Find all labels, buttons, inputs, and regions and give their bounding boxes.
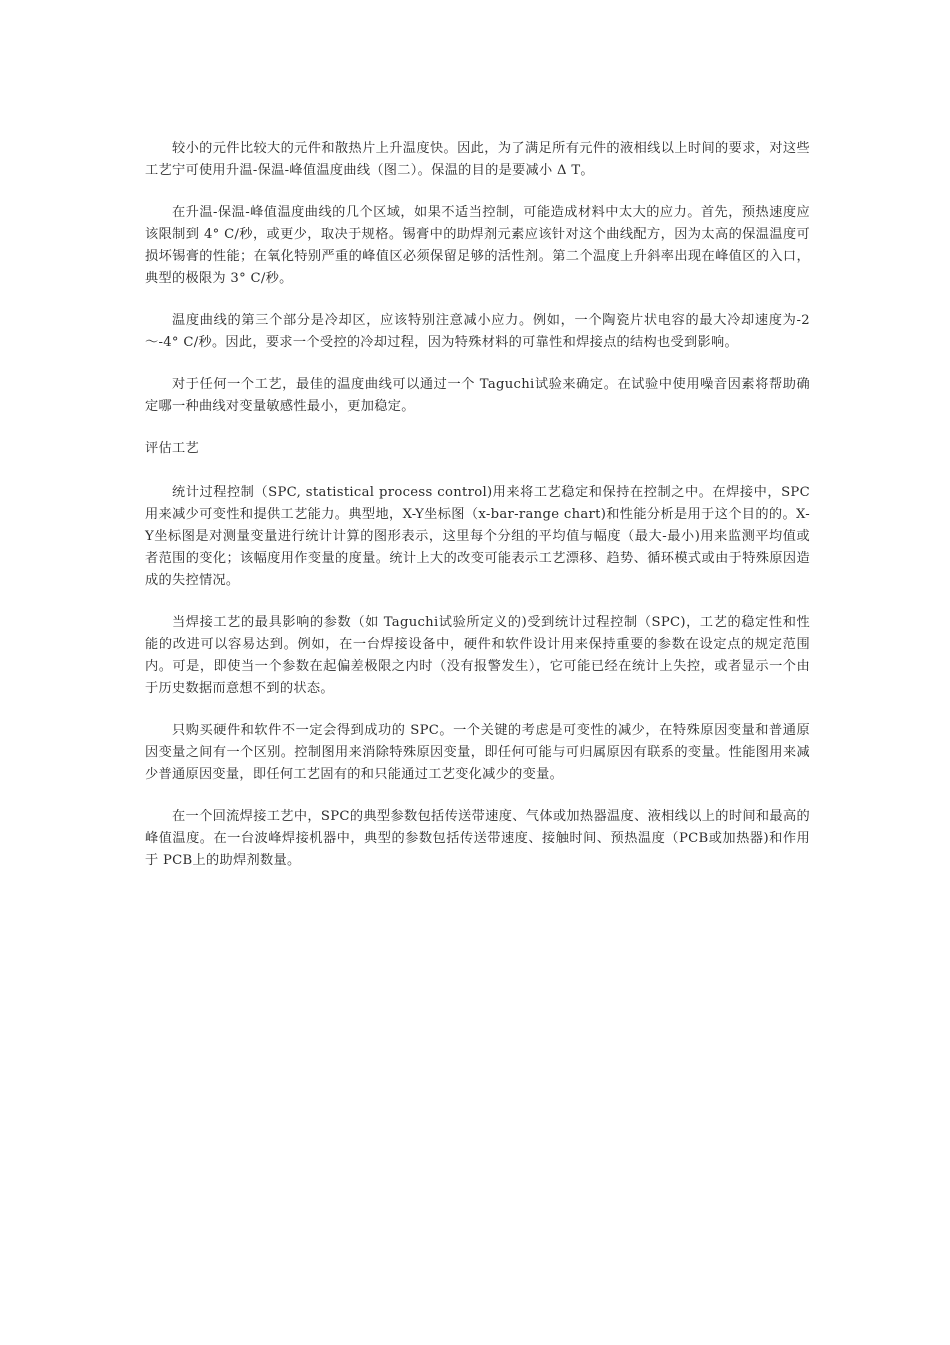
- paragraph-stress-control: 在升温-保温-峰值温度曲线的几个区域，如果不适当控制，可能造成材料中太大的应力。首先，预热速度应该限制到 4° C/秒，或更少，取决于规格。锡膏中的助焊剂元素应该针对这个曲线配方，因为太高的保温温度可损坏锡膏的性能；在氧化特别严重的峰值区必须保留足够的活性剂。第二个温度上升斜率出现在峰值区的入口，典型的极限为 3° C/秒。: [145, 205, 810, 286]
- paragraph-spc-stability: 当焊接工艺的最具影响的参数（如 Taguchi试验所定义的)受到统计过程控制（SPC)，工艺的稳定性和性能的改进可以容易达到。例如，在一台焊接设备中，硬件和软件设计用来保持重要的参数在设定点的规定范围内。可是，即使当一个参数在起偏差极限之内时（没有报警发生），它可能已经在统计上失控，或者显示一个由于历史数据而意想不到的状态。: [145, 615, 810, 696]
- paragraph-taguchi: 对于任何一个工艺，最佳的温度曲线可以通过一个 Taguchi试验来确定。在试验中使用噪音因素将帮助确定哪一种曲线对变量敏感性最小，更加稳定。: [145, 377, 810, 414]
- paragraph-spc-intro: 统计过程控制（SPC, statistical process control)用来将工艺稳定和保持在控制之中。在焊接中，SPC用来减少可变性和提供工艺能力。典型地，X-Y坐标图（x-bar-range chart)和性能分析是用于这个目的的。X-Y坐标图是对测量变量进行统计计算的图形表示，这里每个分组的平均值与幅度（最大-最小)用来监测平均值或者范围的变化；该幅度用作变量的度量。统计上大的改变可能表示工艺漂移、趋势、循环模式或由于特殊原因造成的失控情况。: [145, 485, 810, 588]
- paragraph-component-heating: 较小的元件比较大的元件和散热片上升温度快。因此，为了满足所有元件的液相线以上时间的要求，对这些工艺宁可使用升温-保温-峰值温度曲线（图二）。保温的目的是要减小 Δ T。: [145, 141, 810, 178]
- section-heading: 评估工艺: [145, 441, 199, 456]
- document-body: [145, 138, 810, 892]
- paragraph-spc-variability: 只购买硬件和软件不一定会得到成功的 SPC。一个关键的考虑是可变性的减少，在特殊原因变量和普通原因变量之间有一个区别。控制图用来消除特殊原因变量，即任何可能与可归属原因有联系的变量。性能图用来减少普通原因变量，即任何工艺固有的和只能通过工艺变化减少的变量。: [145, 723, 810, 782]
- paragraph-cooling-zone: 温度曲线的第三个部分是冷却区，应该特别注意减小应力。例如，一个陶瓷片状电容的最大冷却速度为-2～-4° C/秒。因此，要求一个受控的冷却过程，因为特殊材料的可靠性和焊接点的结构也受到影响。: [145, 313, 810, 350]
- paragraph-spc-parameters: 在一个回流焊接工艺中，SPC的典型参数包括传送带速度、气体或加热器温度、液相线以上的时间和最高的峰值温度。在一台波峰焊接机器中，典型的参数包括传送带速度、接触时间、预热温度（PCB或加热器)和作用于 PCB上的助焊剂数量。: [145, 809, 810, 868]
